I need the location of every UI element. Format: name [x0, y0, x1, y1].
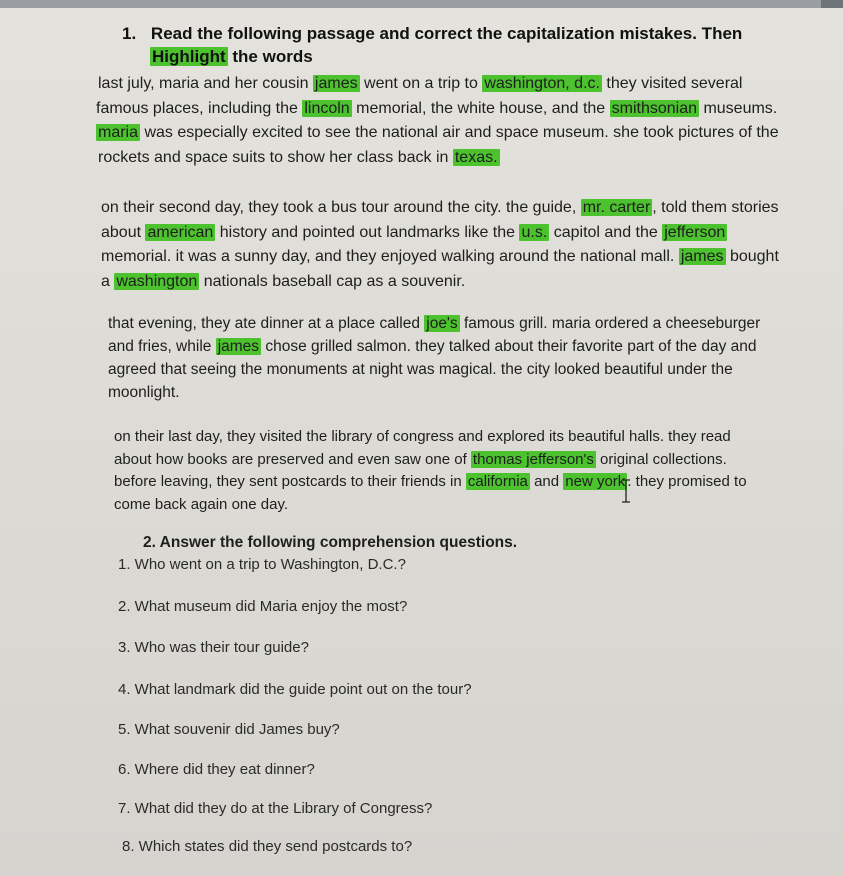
text-segment: agreed that seeing the monuments at night was magical. the city looked beautiful under the	[108, 361, 733, 378]
paragraph-line	[114, 426, 747, 449]
paragraph-1	[96, 72, 779, 170]
question-1: 1. Who went on a trip to Washington, D.C.?	[118, 556, 406, 573]
section1-title	[122, 24, 742, 44]
highlighted-word[interactable]: u.s.	[521, 223, 548, 241]
text-segment: went on a trip to	[359, 75, 483, 92]
highlighted-word[interactable]: mr. carter	[582, 199, 651, 216]
paragraph-line	[108, 381, 760, 404]
text-segment: original collections.	[595, 450, 727, 468]
text-segment: moonlight.	[108, 384, 180, 401]
paragraph-4	[114, 426, 747, 516]
text-segment: before leaving, they sent postcards to their friends in	[114, 473, 466, 490]
text-segment: chose grilled salmon. they talked about their favorite part of the day and	[261, 338, 757, 355]
section1-number: 1.	[122, 24, 137, 43]
text-segment: bought	[725, 248, 779, 265]
text-segment: about how books are preserved and even saw one of	[114, 450, 471, 468]
paragraph-line	[96, 121, 779, 146]
question-4: 4. What landmark did the guide point out on the tour?	[118, 681, 472, 698]
text-segment: memorial. it was a sunny day, and they enjoyed walking around the national mall.	[101, 248, 679, 265]
paragraph-line	[114, 494, 747, 517]
highlighted-word[interactable]: texas.	[454, 148, 498, 166]
text-segment: famous places, including the	[96, 99, 303, 117]
highlighted-word[interactable]: california	[467, 473, 528, 490]
text-segment: and fries, while	[108, 338, 216, 355]
text-segment: , told them stories	[652, 199, 779, 216]
section1-instruction: Read the following passage and correct the capitalization mistakes. Then	[150, 24, 743, 43]
section1-title-line2	[150, 47, 313, 67]
highlighted-word[interactable]: new york	[565, 473, 626, 490]
text-segment: about	[101, 223, 146, 241]
highlighted-word[interactable]: american	[147, 223, 214, 241]
paragraph-line	[108, 335, 760, 358]
paragraph-2	[101, 196, 779, 294]
paragraph-line	[108, 312, 760, 335]
highlighted-word[interactable]: james	[680, 248, 724, 265]
text-segment: famous grill. maria ordered a cheeseburger	[459, 315, 761, 332]
section1-title-rest: the words	[227, 47, 313, 66]
paragraph-line	[98, 146, 779, 171]
paragraph-line	[108, 358, 760, 381]
highlighted-word[interactable]: lincoln	[304, 99, 350, 117]
highlighted-word[interactable]: washington	[116, 272, 198, 290]
text-segment: and	[529, 473, 564, 490]
question-5: 5. What souvenir did James buy?	[118, 721, 340, 738]
question-8: 8. Which states did they send postcards to?	[122, 838, 413, 855]
text-segment: . they promised to	[627, 473, 747, 490]
text-segment: nationals baseball cap as a souvenir.	[199, 272, 466, 290]
text-segment: on their last day, they visited the library of congress and explored its beautiful halls. they read	[114, 428, 731, 445]
text-segment: they visited several	[601, 75, 743, 92]
paragraph-line	[114, 471, 747, 494]
text-segment: that evening, they ate dinner at a place called	[108, 315, 425, 332]
text-segment: rockets and space suits to show her class back in	[98, 148, 453, 166]
text-segment: memorial, the white house, and the	[351, 99, 610, 117]
highlighted-word[interactable]: thomas jefferson's	[472, 450, 594, 468]
highlighted-word[interactable]: joe's	[426, 315, 458, 332]
highlighted-word[interactable]: james	[314, 75, 358, 92]
text-segment: was especially excited to see the national air and space museum. she took pictures of the	[140, 124, 779, 141]
question-2: 2. What museum did Maria enjoy the most?	[118, 598, 408, 615]
highlighted-word[interactable]: washington, d.c.	[484, 75, 600, 92]
paragraph-line	[101, 196, 779, 221]
highlighted-word[interactable]: james	[217, 338, 260, 355]
text-segment: on their second day, they took a bus tour around the city. the guide,	[101, 199, 581, 216]
question-7: 7. What did they do at the Library of Congress?	[118, 800, 433, 817]
paragraph-line	[96, 97, 779, 122]
text-segment: come back again one day.	[114, 495, 289, 513]
section2-title: 2. Answer the following comprehension questions.	[143, 534, 518, 551]
text-cursor-icon	[621, 479, 631, 503]
question-6: 6. Where did they eat dinner?	[118, 761, 315, 778]
text-segment: history and pointed out landmarks like the	[215, 223, 520, 241]
text-segment: museums.	[699, 99, 778, 117]
text-segment: a	[101, 272, 115, 290]
text-segment: last july, maria and her cousin	[98, 75, 313, 92]
paragraph-line	[101, 221, 779, 246]
highlighted-word[interactable]: smithsonian	[611, 99, 697, 117]
paragraph-line	[98, 72, 779, 97]
text-segment: capitol and the	[549, 223, 663, 241]
paragraph-line	[114, 449, 747, 472]
highlight-word[interactable]: Highlight	[152, 47, 226, 66]
question-3: 3. Who was their tour guide?	[118, 639, 309, 656]
highlighted-word[interactable]: jefferson	[664, 223, 726, 241]
paragraph-line	[101, 270, 779, 295]
paragraph-3	[108, 312, 760, 404]
paragraph-line	[101, 245, 779, 270]
highlighted-word[interactable]: maria	[98, 124, 139, 141]
